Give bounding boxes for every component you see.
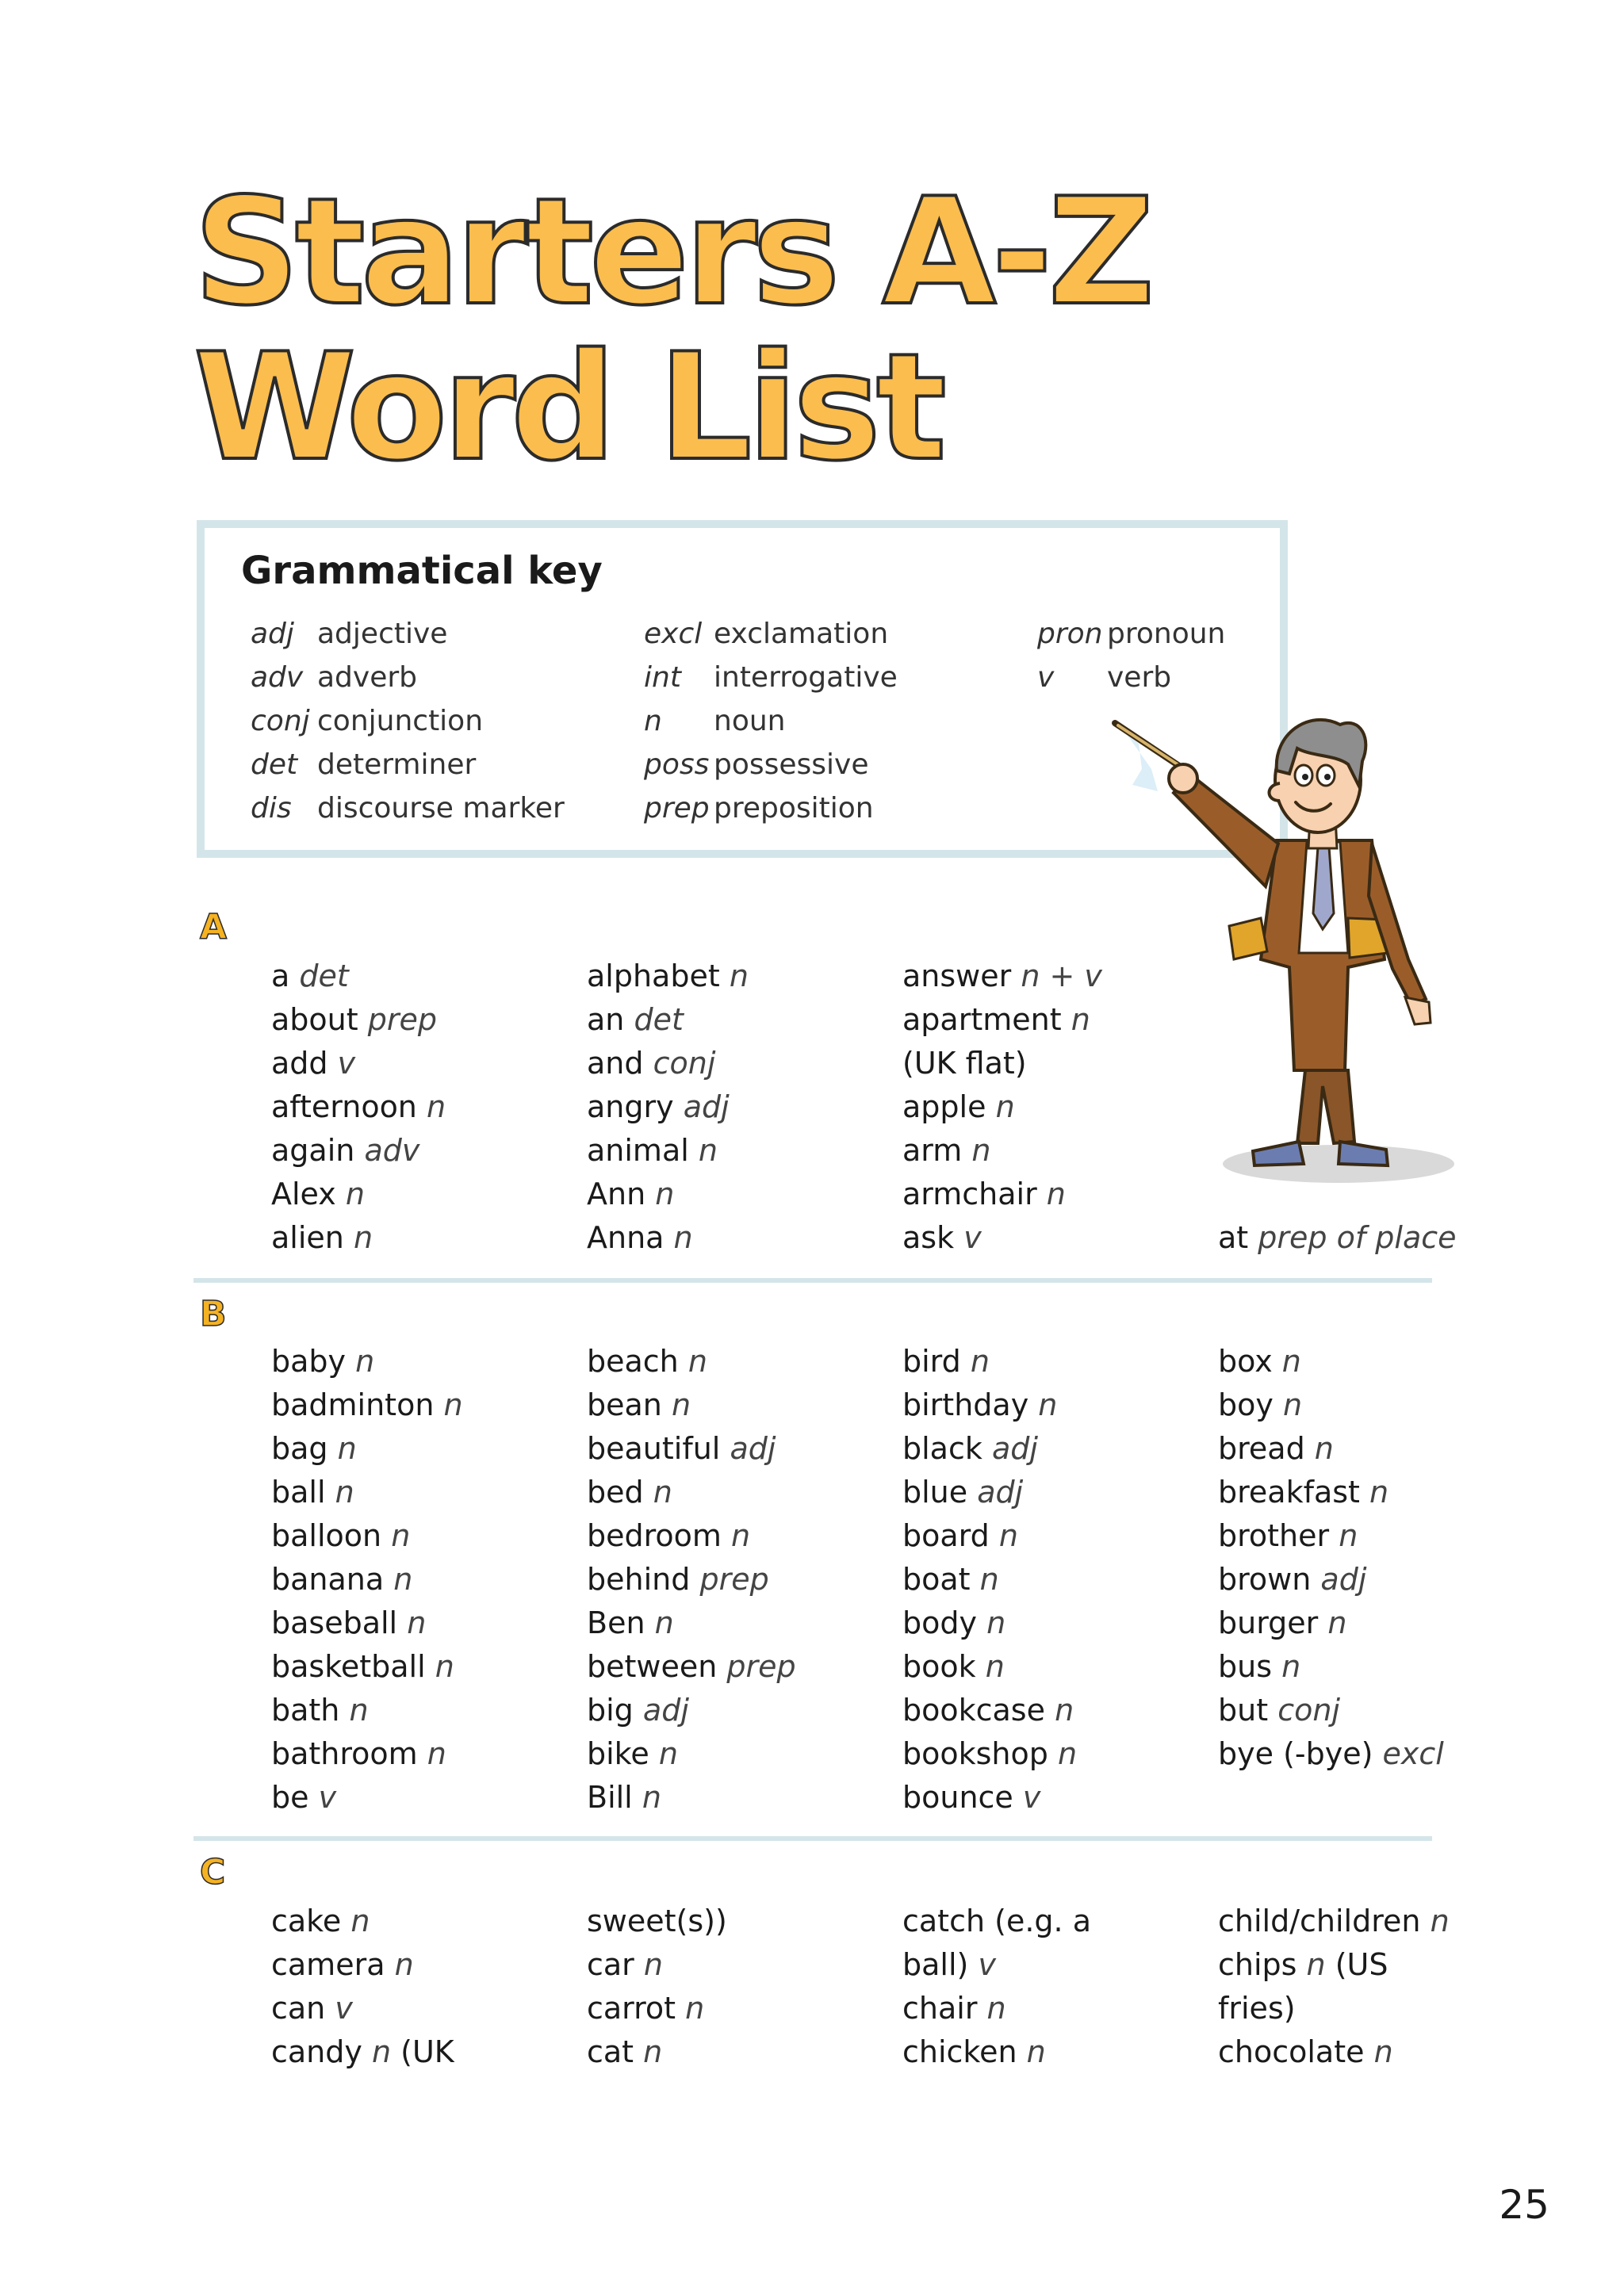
section-c-column-4 bbox=[1218, 1900, 1450, 2074]
key-column-1 bbox=[251, 612, 565, 830]
list-item: bounce v bbox=[902, 1780, 1041, 1815]
list-item: balloon n bbox=[271, 1518, 411, 1553]
list-item: bookshop n bbox=[902, 1736, 1078, 1771]
list-item: Alex n bbox=[271, 1177, 365, 1211]
list-item: alien n bbox=[271, 1220, 373, 1255]
list-item: bird n bbox=[902, 1344, 990, 1379]
section-b-column-4 bbox=[1218, 1340, 1444, 1776]
key-row: int interrogative bbox=[644, 661, 898, 694]
list-item: animal n bbox=[587, 1133, 718, 1168]
section-divider bbox=[193, 1836, 1432, 1841]
list-item: chocolate n bbox=[1218, 2034, 1393, 2069]
grammatical-key-title: Grammatical key bbox=[241, 549, 603, 593]
list-item: and conj bbox=[587, 1046, 716, 1081]
list-item: catch (e.g. a bbox=[902, 1904, 1091, 1938]
list-item: at prep of place bbox=[1218, 1220, 1457, 1255]
list-item: armchair n bbox=[902, 1177, 1066, 1211]
list-item: baby n bbox=[271, 1344, 375, 1379]
key-row: det determiner bbox=[251, 748, 477, 781]
list-item: an det bbox=[587, 1002, 684, 1037]
list-item: banana n bbox=[271, 1562, 413, 1597]
list-item: bean n bbox=[587, 1387, 691, 1422]
list-item: beach n bbox=[587, 1344, 707, 1379]
list-item: add v bbox=[271, 1046, 356, 1081]
section-a-column-1 bbox=[271, 955, 446, 1260]
list-item: ball) v bbox=[902, 1947, 996, 1982]
list-item: box n bbox=[1218, 1344, 1301, 1379]
key-row: pron pronoun bbox=[1037, 618, 1226, 650]
list-item: Ann n bbox=[587, 1177, 675, 1211]
list-item: ball n bbox=[271, 1475, 354, 1510]
list-item: basketball n bbox=[271, 1649, 454, 1684]
list-item: body n bbox=[902, 1605, 1006, 1640]
list-item: Bill n bbox=[587, 1780, 661, 1815]
list-item: but conj bbox=[1218, 1693, 1340, 1728]
list-item: child/children n bbox=[1218, 1904, 1450, 1938]
key-row: n noun bbox=[644, 705, 786, 737]
list-item: book n bbox=[902, 1649, 1005, 1684]
key-row: poss possessive bbox=[644, 748, 869, 781]
list-item: answer n + v bbox=[902, 959, 1102, 993]
list-item: again adv bbox=[271, 1133, 420, 1168]
section-letter-b: B bbox=[200, 1294, 227, 1334]
key-row: dis discourse marker bbox=[251, 792, 565, 825]
key-row: adj adjective bbox=[251, 618, 448, 650]
list-item: boat n bbox=[902, 1562, 999, 1597]
section-a-column-3 bbox=[902, 955, 1102, 1260]
key-column-3 bbox=[1037, 612, 1225, 699]
list-item: bread n bbox=[1218, 1431, 1334, 1466]
list-item: bike n bbox=[587, 1736, 678, 1771]
list-item: sweet(s)) bbox=[587, 1904, 727, 1938]
section-b-column-3 bbox=[902, 1340, 1077, 1820]
list-item: ask v bbox=[902, 1220, 982, 1255]
list-item: chair n bbox=[902, 1991, 1006, 2026]
section-b-column-2 bbox=[587, 1340, 796, 1820]
list-item: Anna n bbox=[587, 1220, 693, 1255]
list-item: big adj bbox=[587, 1693, 689, 1728]
list-item: alphabet n bbox=[587, 959, 749, 993]
list-item: birthday n bbox=[902, 1387, 1058, 1422]
key-row: prep preposition bbox=[644, 792, 874, 825]
key-row: conj conjunction bbox=[251, 705, 484, 737]
list-item: behind prep bbox=[587, 1562, 769, 1597]
list-item: Ben n bbox=[587, 1605, 674, 1640]
list-item: (UK flat) bbox=[902, 1046, 1027, 1081]
list-item: camera n bbox=[271, 1947, 414, 1982]
section-c-column-1 bbox=[271, 1900, 454, 2074]
list-item: board n bbox=[902, 1518, 1018, 1553]
list-item: badminton n bbox=[271, 1387, 463, 1422]
list-item: can v bbox=[271, 1991, 353, 2026]
section-c-column-3 bbox=[902, 1900, 1091, 2074]
section-c-column-2 bbox=[587, 1900, 727, 2074]
section-b-column-1 bbox=[271, 1340, 463, 1820]
section-a-column-2 bbox=[587, 955, 749, 1260]
key-column-2 bbox=[644, 612, 898, 830]
list-item: a det bbox=[271, 959, 349, 993]
list-item: baseball n bbox=[271, 1605, 427, 1640]
list-item: apartment n bbox=[902, 1002, 1090, 1037]
list-item: afternoon n bbox=[271, 1089, 446, 1124]
list-item: carrot n bbox=[587, 1991, 705, 2026]
list-item: bath n bbox=[271, 1693, 369, 1728]
section-divider bbox=[193, 1278, 1432, 1283]
section-a-column-4 bbox=[1218, 1216, 1457, 1260]
title-line-1: Starters A-Z bbox=[193, 166, 1151, 338]
key-row: excl exclamation bbox=[644, 618, 889, 650]
list-item: boy n bbox=[1218, 1387, 1303, 1422]
list-item: brown adj bbox=[1218, 1562, 1367, 1597]
list-item: black adj bbox=[902, 1431, 1038, 1466]
list-item: chicken n bbox=[902, 2034, 1046, 2069]
list-item: bookcase n bbox=[902, 1693, 1074, 1728]
title-line-2: Word List bbox=[193, 321, 942, 493]
teacher-pointing-illustration bbox=[1110, 698, 1475, 1189]
list-item: car n bbox=[587, 1947, 663, 1982]
list-item: chips n (US bbox=[1218, 1947, 1388, 1982]
list-item: arm n bbox=[902, 1133, 991, 1168]
section-letter-a: A bbox=[200, 907, 228, 947]
list-item: about prep bbox=[271, 1002, 437, 1037]
list-item: angry adj bbox=[587, 1089, 730, 1124]
list-item: be v bbox=[271, 1780, 337, 1815]
list-item: blue adj bbox=[902, 1475, 1024, 1510]
list-item: bye (-bye) excl bbox=[1218, 1736, 1444, 1771]
key-row: v verb bbox=[1037, 661, 1172, 694]
list-item: brother n bbox=[1218, 1518, 1358, 1553]
page-number: 25 bbox=[1499, 2182, 1549, 2228]
key-row: adv adverb bbox=[251, 661, 418, 694]
list-item: breakfast n bbox=[1218, 1475, 1389, 1510]
list-item: cake n bbox=[271, 1904, 370, 1938]
list-item: bag n bbox=[271, 1431, 357, 1466]
list-item: burger n bbox=[1218, 1605, 1347, 1640]
list-item: cat n bbox=[587, 2034, 663, 2069]
list-item: bedroom n bbox=[587, 1518, 751, 1553]
list-item: bathroom n bbox=[271, 1736, 446, 1771]
list-item: beautiful adj bbox=[587, 1431, 776, 1466]
list-item: candy n (UK bbox=[271, 2034, 454, 2069]
page-title bbox=[193, 166, 1151, 493]
list-item: bus n bbox=[1218, 1649, 1301, 1684]
section-letter-c: C bbox=[200, 1852, 226, 1892]
list-item: bed n bbox=[587, 1475, 672, 1510]
list-item: apple n bbox=[902, 1089, 1015, 1124]
list-item: between prep bbox=[587, 1649, 796, 1684]
list-item: fries) bbox=[1218, 1991, 1296, 2026]
